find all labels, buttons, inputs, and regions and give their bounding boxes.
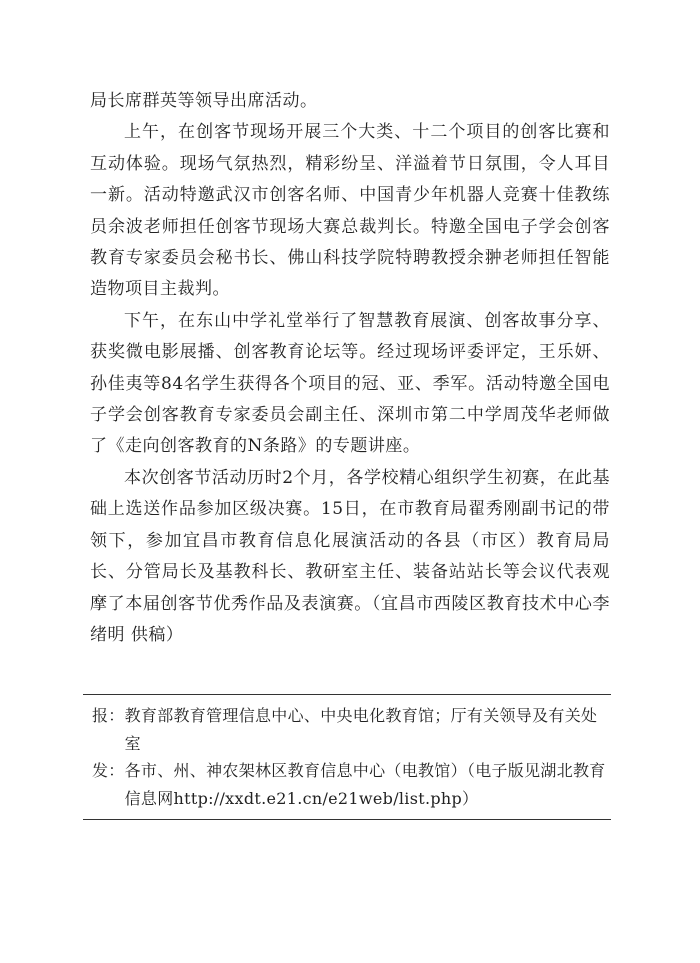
paragraph-continuation: 局长席群英等领导出席活动。 xyxy=(90,91,318,111)
paragraph-summary: 本次创客节活动历时2个月，各学校精心组织学生初赛，在此基础上选送作品参加区级决赛。15日，在市教育局翟秀刚副书记的带领下，参加宜昌市教育信息化展演活动的各县（市区）教育局局长、分管局长及基教科长、教研室主任、装备站站长等会议代表观摩了本届创客节优秀作品及表演赛。（宜昌市西陵区教育技术中心李绪明 供稿） xyxy=(90,467,610,645)
report-to-label: 报： xyxy=(92,706,125,725)
report-to-row xyxy=(92,702,607,757)
distribution-footer xyxy=(92,702,607,812)
send-to-value: 各市、州、神农架林区教育信息中心（电教馆）（电子版见湖北教育信息网http://xxdt.e21.cn/e21web/list.php） xyxy=(124,761,606,808)
paragraph-morning: 上午，在创客节现场开展三个大类、十二个项目的创客比赛和互动体验。现场气氛热烈，精彩纷呈、洋溢着节日氛围，令人耳目一新。活动特邀武汉市创客名师、中国青少年机器人竞赛十佳教练员余波老师担任创客节现场大赛总裁判长。特邀全国电子学会创客教育专家委员会秘书长、佛山科技学院特聘教授余翀老师担任智能造物项目主裁判。 xyxy=(90,122,610,300)
footer-top-rule xyxy=(83,694,611,695)
document-body xyxy=(90,86,610,651)
report-to-value: 教育部教育管理信息中心、中央电化教育馆；厅有关领导及有关处室 xyxy=(124,706,598,753)
footer-bottom-rule xyxy=(83,819,611,820)
send-to-row xyxy=(92,757,607,812)
paragraph-afternoon: 下午，在东山中学礼堂举行了智慧教育展演、创客故事分享、获奖微电影展播、创客教育论坛等。经过现场评委评定，王乐妍、孙佳夷等84名学生获得各个项目的冠、亚、季军。活动特邀全国电子学会创客教育专家委员会副主任、深圳市第二中学周茂华老师做了《走向创客教育的N条路》的专题讲座。 xyxy=(90,310,610,457)
send-to-label: 发： xyxy=(92,761,125,780)
